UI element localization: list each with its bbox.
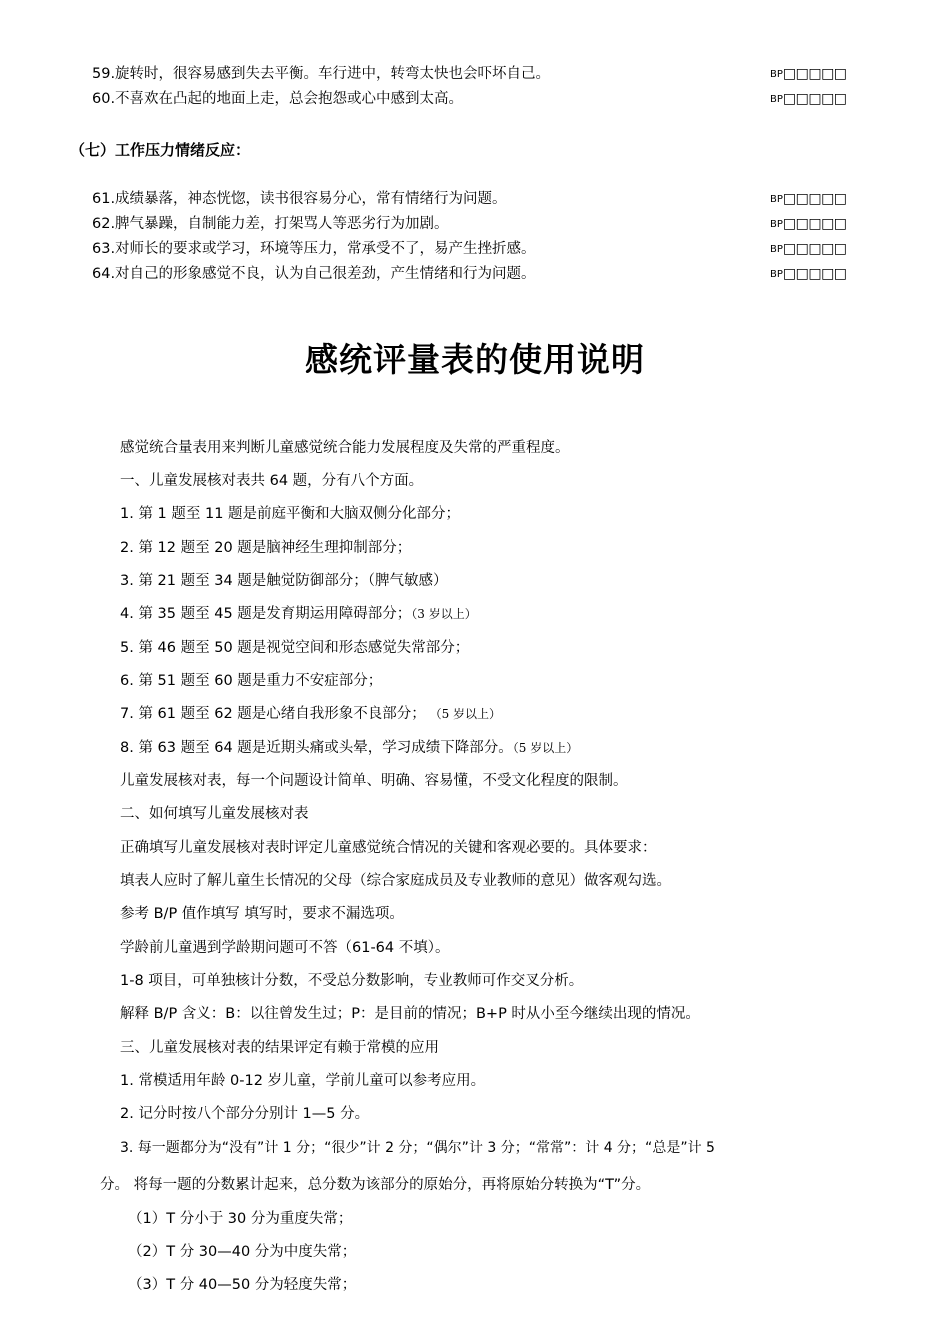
intro-paragraph: 感觉统合量表用来判断儿童感觉统合能力发展程度及失常的严重程度。	[120, 440, 570, 456]
bp-label: BP	[770, 219, 783, 230]
checkbox-group[interactable]: □□□□□	[782, 191, 847, 207]
part2-line: 解释 B/P 含义：B：以往曾发生过；P：是目前的情况；B+P 时从小至今继续出现的情况。	[120, 1006, 700, 1022]
answer-checkboxes[interactable]	[770, 238, 847, 261]
question-text: 59.旋转时，很容易感到失去平衡。车行进中，转弯太快也会吓坏自己。	[92, 66, 551, 82]
bp-label: BP	[770, 69, 783, 80]
list-item	[120, 736, 578, 760]
list-item-text: 8. 第 63 题至 64 题是近期头痛或头晕，学习成绩下降部分。	[120, 740, 513, 756]
part3-line: 1. 常模适用年龄 0-12 岁儿童，学前儿童可以参考应用。	[120, 1073, 486, 1089]
list-item-text: 5. 第 46 题至 50 题是视觉空间和形态感觉失常部分；	[120, 640, 470, 656]
part2-line: 1-8 项目，可单独核计分数，不受总分数影响，专业教师可作交叉分析。	[120, 973, 584, 989]
part3-line: 3. 每一题都分为“没有”计 1 分；“很少”计 2 分；“偶尔”计 3 分；“常常”：计 4 分；“总是”计 5	[120, 1140, 715, 1156]
question-row-59	[92, 63, 860, 85]
checkbox-group[interactable]: □□□□□	[782, 216, 847, 232]
part3-heading: 三、儿童发展核对表的结果评定有赖于常模的应用	[120, 1040, 439, 1056]
part3-continuation: 分。 将每一题的分数累计起来，总分数为该部分的原始分，再将原始分转换为“T”分。	[100, 1177, 651, 1193]
answer-checkboxes[interactable]	[770, 213, 847, 236]
bp-label: BP	[770, 269, 783, 280]
answer-checkboxes[interactable]	[770, 188, 847, 211]
checkbox-group[interactable]: □□□□□	[782, 266, 847, 282]
age-note: （5 岁以上）	[512, 741, 579, 755]
list-item	[120, 602, 477, 626]
part2-line: 参考 B/P 值作填写 填写时，要求不漏选项。	[120, 906, 404, 922]
answer-checkboxes[interactable]	[770, 88, 847, 111]
list-item-text: 7. 第 61 题至 62 题是心绪自我形象不良部分；	[120, 706, 426, 722]
checkbox-group[interactable]: □□□□□	[782, 66, 847, 82]
list-item	[120, 569, 448, 593]
list-item-text: 4. 第 35 题至 45 题是发育期运用障碍部分；	[120, 606, 412, 622]
question-text: 63.对师长的要求或学习，环境等压力，常承受不了，易产生挫折感。	[92, 241, 536, 257]
part2-line: 正确填写儿童发展核对表时评定儿童感觉统合情况的关键和客观必要的。具体要求：	[120, 840, 657, 856]
part2-line: 学龄前儿童遇到学龄期问题可不答（61-64 不填）。	[120, 940, 450, 956]
answer-checkboxes[interactable]	[770, 63, 847, 86]
question-text: 61.成绩暴落，神态恍惚，读书很容易分心，常有情绪行为问题。	[92, 191, 507, 207]
grade-line: （2）T 分 30—40 分为中度失常；	[128, 1244, 357, 1260]
part3-line: 2. 记分时按八个部分分别计 1—5 分。	[120, 1106, 370, 1122]
section-heading-7: （七）工作压力情绪反应：	[70, 141, 251, 159]
grade-line: （3）T 分 40—50 分为轻度失常；	[128, 1277, 357, 1293]
list-item-text: 1. 第 1 题至 11 题是前庭平衡和大脑双侧分化部分；	[120, 506, 461, 522]
question-text: 62.脾气暴躁，自制能力差，打架骂人等恶劣行为加剧。	[92, 216, 449, 232]
list-item	[120, 536, 411, 560]
question-text: 60.不喜欢在凸起的地面上走，总会抱怨或心中感到太高。	[92, 91, 464, 107]
bp-label: BP	[770, 244, 783, 255]
checkbox-group[interactable]: □□□□□	[782, 91, 847, 107]
list-item-text: 6. 第 51 题至 60 题是重力不安症部分；	[120, 673, 383, 689]
question-row-63	[92, 238, 860, 260]
list-item	[120, 702, 501, 726]
list-item-text: 3. 第 21 题至 34 题是触觉防御部分；（脾气敏感）	[120, 573, 448, 589]
page-title: 感统评量表的使用说明	[305, 340, 645, 379]
bp-label: BP	[770, 94, 783, 105]
list-item	[120, 502, 460, 526]
checkbox-group[interactable]: □□□□□	[782, 241, 847, 257]
part2-heading: 二、如何填写儿童发展核对表	[120, 806, 309, 822]
age-note: （3 岁以上）	[411, 607, 477, 621]
question-row-64	[92, 263, 860, 285]
bp-label: BP	[770, 194, 783, 205]
question-row-62	[92, 213, 860, 235]
part1-heading: 一、儿童发展核对表共 64 题，分有八个方面。	[120, 473, 424, 489]
question-text: 64.对自己的形象感觉不良，认为自己很差劲，产生情绪和行为问题。	[92, 266, 536, 282]
answer-checkboxes[interactable]	[770, 263, 847, 286]
list-item	[120, 636, 469, 660]
list-item-text: 2. 第 12 题至 20 题是脑神经生理抑制部分；	[120, 540, 412, 556]
summary-paragraph: 儿童发展核对表，每一个问题设计简单、明确、容易懂，不受文化程度的限制。	[120, 773, 628, 789]
grade-line: （1）T 分小于 30 分为重度失常；	[128, 1211, 353, 1227]
part2-line: 填表人应时了解儿童生长情况的父母（综合家庭成员及专业教师的意见）做客观勾选。	[120, 873, 671, 889]
question-row-61	[92, 188, 860, 210]
list-item	[120, 669, 382, 693]
age-note: （5 岁以上）	[425, 707, 502, 721]
question-row-60	[92, 88, 860, 110]
